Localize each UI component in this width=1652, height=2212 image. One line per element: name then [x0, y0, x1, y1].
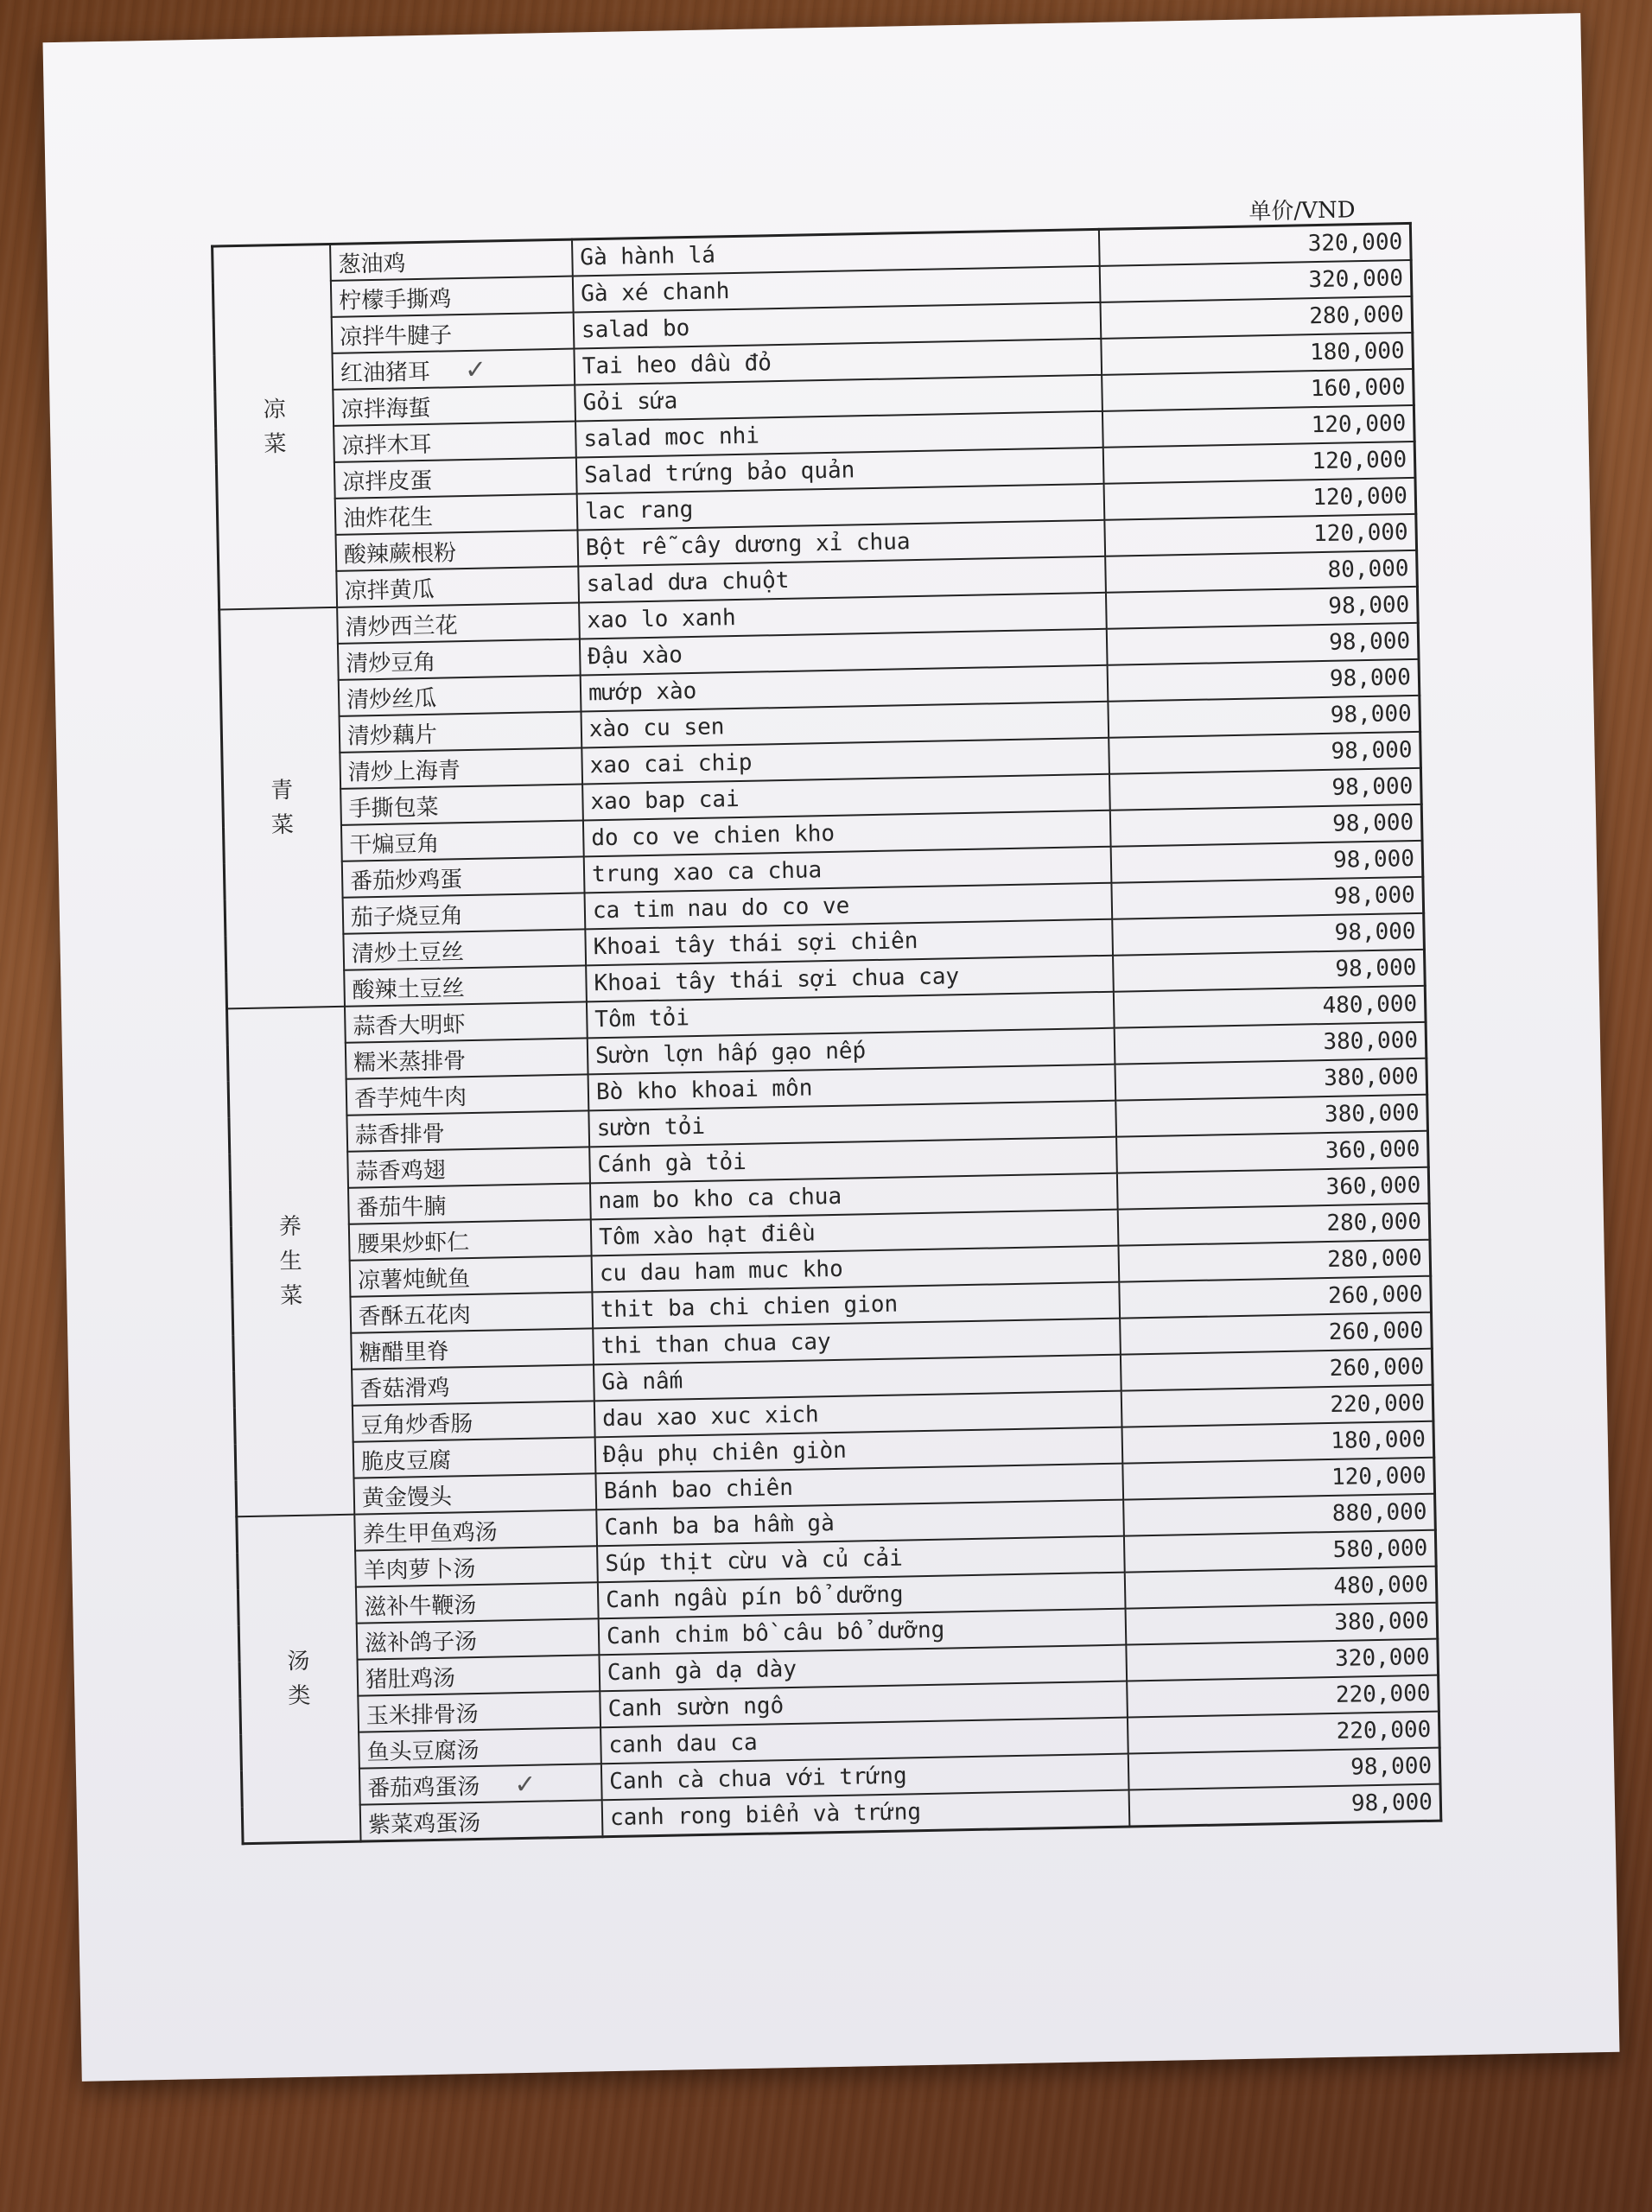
- dish-name-chinese: 酸辣土豆丝: [344, 965, 587, 1006]
- dish-name-vietnamese: Cánh gà tỏi: [589, 1137, 1117, 1184]
- dish-price: 580,000: [1124, 1530, 1436, 1573]
- dish-price: 320,000: [1099, 223, 1411, 265]
- dish-name-vietnamese: Canh cà chua với trứng: [601, 1754, 1129, 1801]
- category-char: 菜: [280, 1282, 303, 1310]
- dish-price: 98,000: [1108, 696, 1420, 738]
- dish-name-chinese: 番茄牛腩: [348, 1183, 591, 1224]
- dish-price: 260,000: [1120, 1313, 1432, 1355]
- menu-table: [211, 222, 1442, 1845]
- dish-price: 180,000: [1122, 1421, 1434, 1464]
- dish-name-vietnamese: canh rong biển và trứng: [602, 1790, 1130, 1837]
- dish-name-vietnamese: xao lo xanh: [579, 593, 1107, 639]
- dish-name-chinese: 番茄炒鸡蛋: [342, 856, 585, 897]
- dish-name-vietnamese: xao cai chip: [581, 738, 1109, 785]
- dish-name-vietnamese: trung xao ca chua: [584, 847, 1112, 893]
- dish-price: 98,000: [1110, 804, 1422, 847]
- dish-name-vietnamese: Tôm tỏi: [587, 992, 1115, 1039]
- dish-name-chinese: 蒜香大明虾: [345, 1001, 588, 1042]
- dish-name-chinese: 香菇滑鸡: [352, 1364, 594, 1405]
- dish-price: 260,000: [1121, 1349, 1433, 1391]
- dish-name-vietnamese: mướp xào: [581, 665, 1109, 712]
- dish-price: 220,000: [1127, 1675, 1439, 1718]
- dish-name-chinese: 手撕包菜: [340, 784, 583, 824]
- dish-price: 98,000: [1129, 1784, 1441, 1827]
- dish-name-chinese: 脆皮豆腐: [353, 1437, 596, 1478]
- dish-name-chinese: 茄子烧豆角: [343, 893, 586, 933]
- dish-name-vietnamese: salad bo: [574, 302, 1102, 349]
- dish-name-chinese: 玉米排骨汤: [358, 1691, 600, 1732]
- dish-name-chinese: 滋补鸽子汤: [357, 1618, 600, 1659]
- dish-price: 98,000: [1111, 841, 1423, 883]
- dish-name-chinese: 红油猪耳 ✓: [332, 349, 575, 390]
- dish-name-vietnamese: lac rang: [577, 484, 1105, 531]
- category-char: 养: [278, 1213, 302, 1240]
- dish-name-chinese: 羊肉萝卜汤: [355, 1546, 598, 1586]
- dish-name-chinese: 清炒土豆丝: [343, 929, 586, 969]
- dish-price: 320,000: [1126, 1639, 1438, 1681]
- dish-price: 180,000: [1101, 333, 1413, 375]
- dish-price: 260,000: [1119, 1276, 1431, 1319]
- dish-name-vietnamese: Sườn lợn hấp gạo nếp: [588, 1028, 1115, 1075]
- dish-name-vietnamese: Canh ba ba hầm gà: [596, 1500, 1124, 1547]
- dish-price: 280,000: [1101, 296, 1413, 339]
- dish-name-chinese: 糖醋里脊: [351, 1328, 594, 1369]
- dish-name-vietnamese: Đậu phụ chiên giòn: [595, 1427, 1123, 1474]
- category-char: 青: [270, 777, 294, 804]
- dish-price: 380,000: [1115, 1058, 1426, 1101]
- dish-name-chinese: 清炒上海青: [340, 747, 582, 788]
- dish-name-chinese: 凉拌黄瓜: [336, 567, 579, 607]
- dish-name-vietnamese: Bánh bao chiên: [595, 1464, 1123, 1510]
- dish-price: 98,000: [1108, 659, 1420, 702]
- dish-price: 160,000: [1102, 369, 1414, 411]
- dish-price: 360,000: [1116, 1131, 1428, 1173]
- dish-name-chinese: 香酥五花肉: [350, 1292, 593, 1332]
- dish-price: 80,000: [1105, 550, 1417, 593]
- dish-name-chinese: 腰果炒虾仁: [349, 1219, 592, 1260]
- dish-name-chinese: 柠檬手撕鸡: [331, 276, 574, 317]
- dish-name-vietnamese: thit ba chi chien gion: [592, 1282, 1120, 1329]
- dish-price: 220,000: [1128, 1712, 1439, 1754]
- dish-name-vietnamese: Bột rễ cây dương xỉ chua: [577, 520, 1105, 567]
- category-char: 菜: [270, 811, 295, 839]
- dish-name-chinese: 番茄鸡蛋汤 ✓: [359, 1764, 602, 1804]
- dish-name-chinese: 黄金馒头: [353, 1473, 596, 1514]
- category-cell: [227, 1007, 355, 1517]
- dish-name-chinese: 香芋炖牛肉: [346, 1074, 589, 1115]
- category-cell: [219, 607, 345, 1009]
- dish-price: 280,000: [1118, 1240, 1430, 1282]
- dish-price: 98,000: [1107, 623, 1419, 665]
- category-char: 凉: [263, 396, 286, 423]
- dish-price: 98,000: [1111, 877, 1423, 919]
- category-char: 汤: [287, 1648, 310, 1675]
- dish-price: 98,000: [1112, 913, 1424, 956]
- dish-price: 380,000: [1126, 1603, 1438, 1645]
- dish-name-vietnamese: Canh ngầu pín bổ dưỡng: [598, 1573, 1126, 1619]
- dish-name-chinese: 油炸花生: [335, 494, 578, 535]
- dish-name-chinese: 凉薯炖鱿鱼: [350, 1255, 593, 1296]
- dish-name-vietnamese: xao bap cai: [582, 774, 1110, 821]
- dish-name-chinese: 葱油鸡: [330, 239, 573, 281]
- dish-price: 380,000: [1115, 1095, 1427, 1137]
- dish-name-vietnamese: dau xao xuc xich: [594, 1391, 1122, 1438]
- dish-name-vietnamese: Khoai tây thái sợi chua cay: [586, 956, 1114, 1002]
- dish-name-chinese: 清炒藕片: [340, 711, 582, 752]
- dish-name-chinese: 鱼头豆腐汤: [359, 1727, 601, 1768]
- dish-name-vietnamese: Canh sườn ngô: [600, 1681, 1128, 1728]
- price-unit-label: 单价/VND: [1249, 197, 1356, 226]
- dish-name-vietnamese: canh dau ca: [600, 1718, 1128, 1764]
- dish-name-chinese: 清炒豆角: [338, 639, 581, 680]
- dish-price: 480,000: [1125, 1567, 1437, 1609]
- dish-name-vietnamese: thi than chua cay: [593, 1319, 1121, 1365]
- dish-name-chinese: 猪肚鸡汤: [358, 1655, 600, 1695]
- dish-price: 280,000: [1118, 1204, 1430, 1246]
- dish-name-vietnamese: Bò kho khoai môn: [588, 1065, 1116, 1111]
- dish-name-chinese: 蒜香鸡翅: [347, 1147, 590, 1187]
- handwritten-check-icon: ✓: [513, 1769, 537, 1800]
- dish-name-vietnamese: Tai heo dầu đỏ: [574, 339, 1102, 385]
- dish-name-chinese: 凉拌木耳: [334, 422, 576, 462]
- dish-name-vietnamese: Gà hành lá: [572, 229, 1100, 276]
- dish-name-vietnamese: Đậu xào: [580, 629, 1108, 676]
- dish-name-vietnamese: Tôm xào hạt điều: [591, 1210, 1119, 1256]
- dish-price: 120,000: [1103, 442, 1415, 484]
- category-char: 生: [279, 1248, 302, 1275]
- dish-name-vietnamese: xào cu sen: [581, 702, 1109, 748]
- dish-name-vietnamese: Khoai tây thái sợi chiên: [585, 919, 1113, 966]
- dish-name-vietnamese: Canh gà dạ dày: [599, 1645, 1127, 1692]
- dish-name-chinese: 蒜香排骨: [346, 1110, 589, 1151]
- dish-name-chinese: 凉拌海蜇: [333, 385, 575, 426]
- dish-name-vietnamese: Gà xé chanh: [573, 266, 1101, 313]
- dish-name-chinese: 滋补牛鞭汤: [356, 1582, 599, 1623]
- dish-price: 120,000: [1104, 478, 1416, 520]
- handwritten-check-icon: ✓: [464, 354, 487, 385]
- dish-name-chinese: 凉拌皮蛋: [334, 458, 577, 499]
- dish-price: 120,000: [1104, 514, 1416, 556]
- dish-name-vietnamese: Canh chim bồ câu bổ dưỡng: [599, 1609, 1127, 1656]
- dish-price: 98,000: [1128, 1748, 1440, 1790]
- dish-name-chinese: 紫菜鸡蛋汤: [360, 1800, 603, 1841]
- dish-price: 880,000: [1123, 1494, 1435, 1536]
- category-char: 类: [288, 1682, 311, 1710]
- dish-price: 120,000: [1122, 1458, 1434, 1500]
- category-cell: [213, 244, 338, 609]
- dish-name-vietnamese: nam bo kho ca chua: [590, 1173, 1118, 1220]
- category-char: 菜: [264, 430, 287, 458]
- dish-price: 380,000: [1115, 1022, 1426, 1065]
- dish-price: 98,000: [1106, 587, 1418, 629]
- dish-price: 220,000: [1121, 1385, 1433, 1427]
- dish-price: 120,000: [1102, 405, 1414, 448]
- dish-name-chinese: 清炒西兰花: [337, 603, 580, 644]
- dish-name-chinese: 糯米蒸排骨: [346, 1038, 588, 1078]
- dish-name-vietnamese: salad dưa chuột: [578, 556, 1106, 603]
- dish-price: 98,000: [1109, 768, 1421, 810]
- dish-name-chinese: 干煸豆角: [341, 820, 584, 861]
- dish-name-chinese: 养生甲鱼鸡汤: [354, 1510, 597, 1550]
- dish-price: 360,000: [1117, 1167, 1429, 1210]
- dish-name-vietnamese: cu dau ham muc kho: [592, 1246, 1120, 1293]
- menu-table-body: [213, 223, 1441, 1843]
- dish-name-vietnamese: ca tim nau do co ve: [585, 883, 1113, 930]
- dish-name-vietnamese: Súp thịt cừu và củ cải: [597, 1536, 1125, 1583]
- dish-name-chinese: 豆角炒香肠: [353, 1401, 595, 1441]
- dish-name-vietnamese: salad moc nhi: [575, 411, 1103, 458]
- dish-name-chinese: 清炒丝瓜: [339, 675, 581, 715]
- dish-name-chinese: 酸辣蕨根粉: [336, 531, 579, 571]
- dish-name-chinese: 凉拌牛腱子: [332, 313, 575, 353]
- dish-price: 98,000: [1109, 732, 1420, 774]
- dish-name-vietnamese: Gỏi sứa: [575, 375, 1102, 422]
- dish-price: 480,000: [1114, 986, 1426, 1028]
- dish-price: 98,000: [1113, 950, 1425, 992]
- menu-sheet: [43, 13, 1620, 2082]
- dish-name-vietnamese: Gà nấm: [594, 1355, 1121, 1402]
- dish-name-vietnamese: sườn tỏi: [588, 1101, 1116, 1147]
- dish-price: 320,000: [1100, 260, 1412, 302]
- dish-name-vietnamese: do co ve chien kho: [583, 810, 1111, 857]
- category-cell: [237, 1515, 361, 1844]
- dish-name-vietnamese: Salad trứng bảo quản: [576, 448, 1104, 494]
